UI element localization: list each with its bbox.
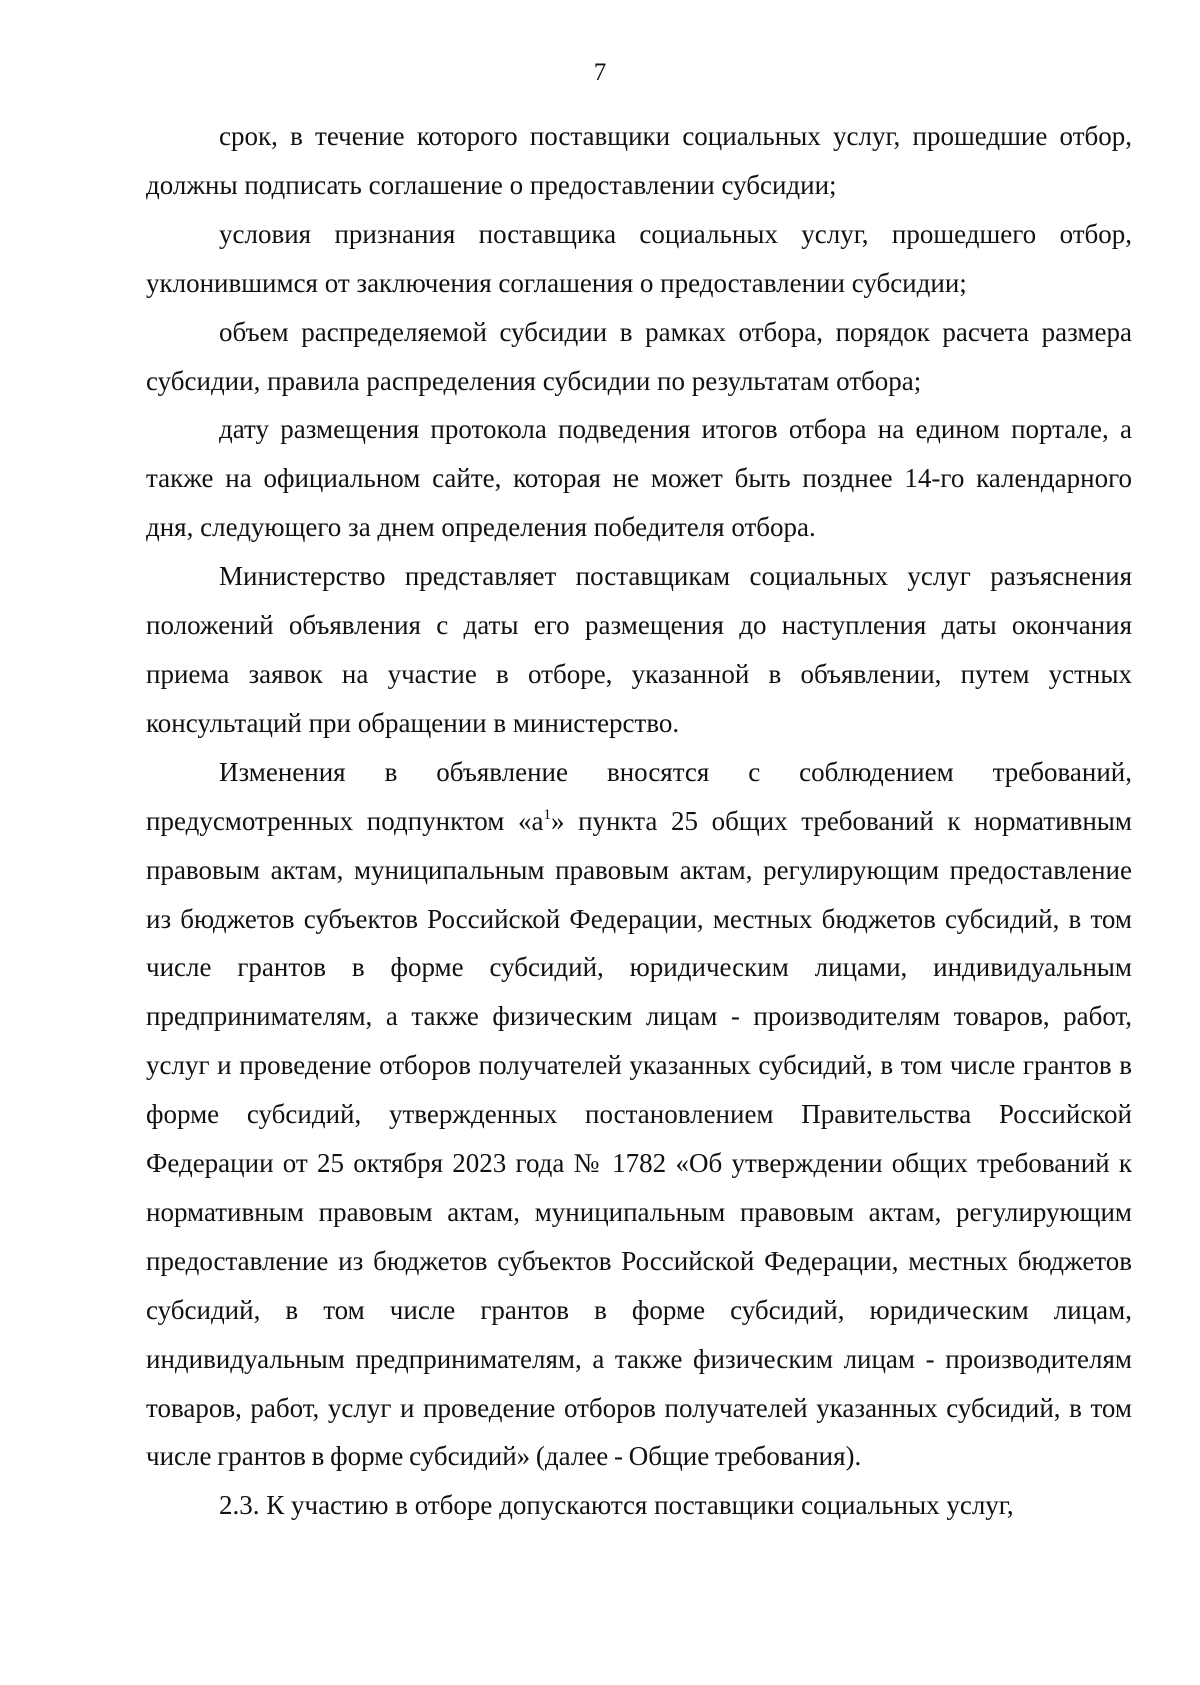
changes-text-start: Изменения в объявление вносятся с соблюдением требований, предусмотренных подпунктом «а — [146, 756, 1132, 836]
paragraph-signing-deadline: срок, в течение которого поставщики социальных услуг, прошедшие отбор, должны подписать соглашение о предоставлении субсидии; — [146, 121, 1132, 200]
paragraph-subsidy-volume: объем распределяемой субсидии в рамках отбора, порядок расчета размера субсидии, правила распределения субсидии по результатам отбора; — [146, 316, 1132, 396]
paragraph-evasion-conditions: условия признания поставщика социальных услуг, прошедшего отбор, уклонившимся от заключения соглашения о предоставлении субсидии; — [146, 218, 1132, 298]
paragraph-section-2-3: 2.3. К участию в отборе допускаются поставщики социальных услуг, — [219, 1490, 1014, 1521]
changes-text-end: » пункта 25 общих требований к нормативным правовым актам, муниципальным правовым актам, регулирующим предоставление из бюджетов субъектов Российской Федерации, местных бюджетов субсидий, в том числе грантов в форме субсидий, юридическим лицами, индивидуальным предпринимателям, а также физическим лицам - производителям товаров, работ, услуг и проведение отборов получателей указанных субсидий, в том числе грантов в форме субсидий, утвержденных постановлением Правительства Российской Федерации от 25 октября 2023 года № 1782 «Об утверждении общих требований к нормативным правовым актам, муниципальным правовым актам, регулирующим предоставление из бюджетов субъектов Российской Федерации, местных бюджетов субсидий, в том числе грантов в форме субсидий, юридическим лицам, индивидуальным предпринимателям, а также физическим лицам - производителям товаров, работ, услуг и проведение отборов получателей указанных субсидий, в том числе грантов в форме субсидий» (далее - Общие требования). — [146, 805, 1133, 1472]
paragraph-announcement-changes — [146, 748, 1132, 1482]
page-number: 7 — [593, 59, 607, 86]
document-body — [146, 112, 1132, 1530]
paragraph-ministry-clarifications: Министерство представляет поставщикам социальных услуг разъяснения положений объявления с даты его размещения до наступления даты окончания приема заявок на участие в отборе, указанной в объявлении, путем устных консультаций при обращении в министерство. — [146, 561, 1132, 738]
superscript-one: 1 — [543, 806, 551, 823]
paragraph-protocol-date: дату размещения протокола подведения итогов отбора на едином портале, а также на официальном сайте, которая не может быть позднее 14-го календарного дня, следующего за днем определения победителя отбора. — [146, 414, 1132, 543]
